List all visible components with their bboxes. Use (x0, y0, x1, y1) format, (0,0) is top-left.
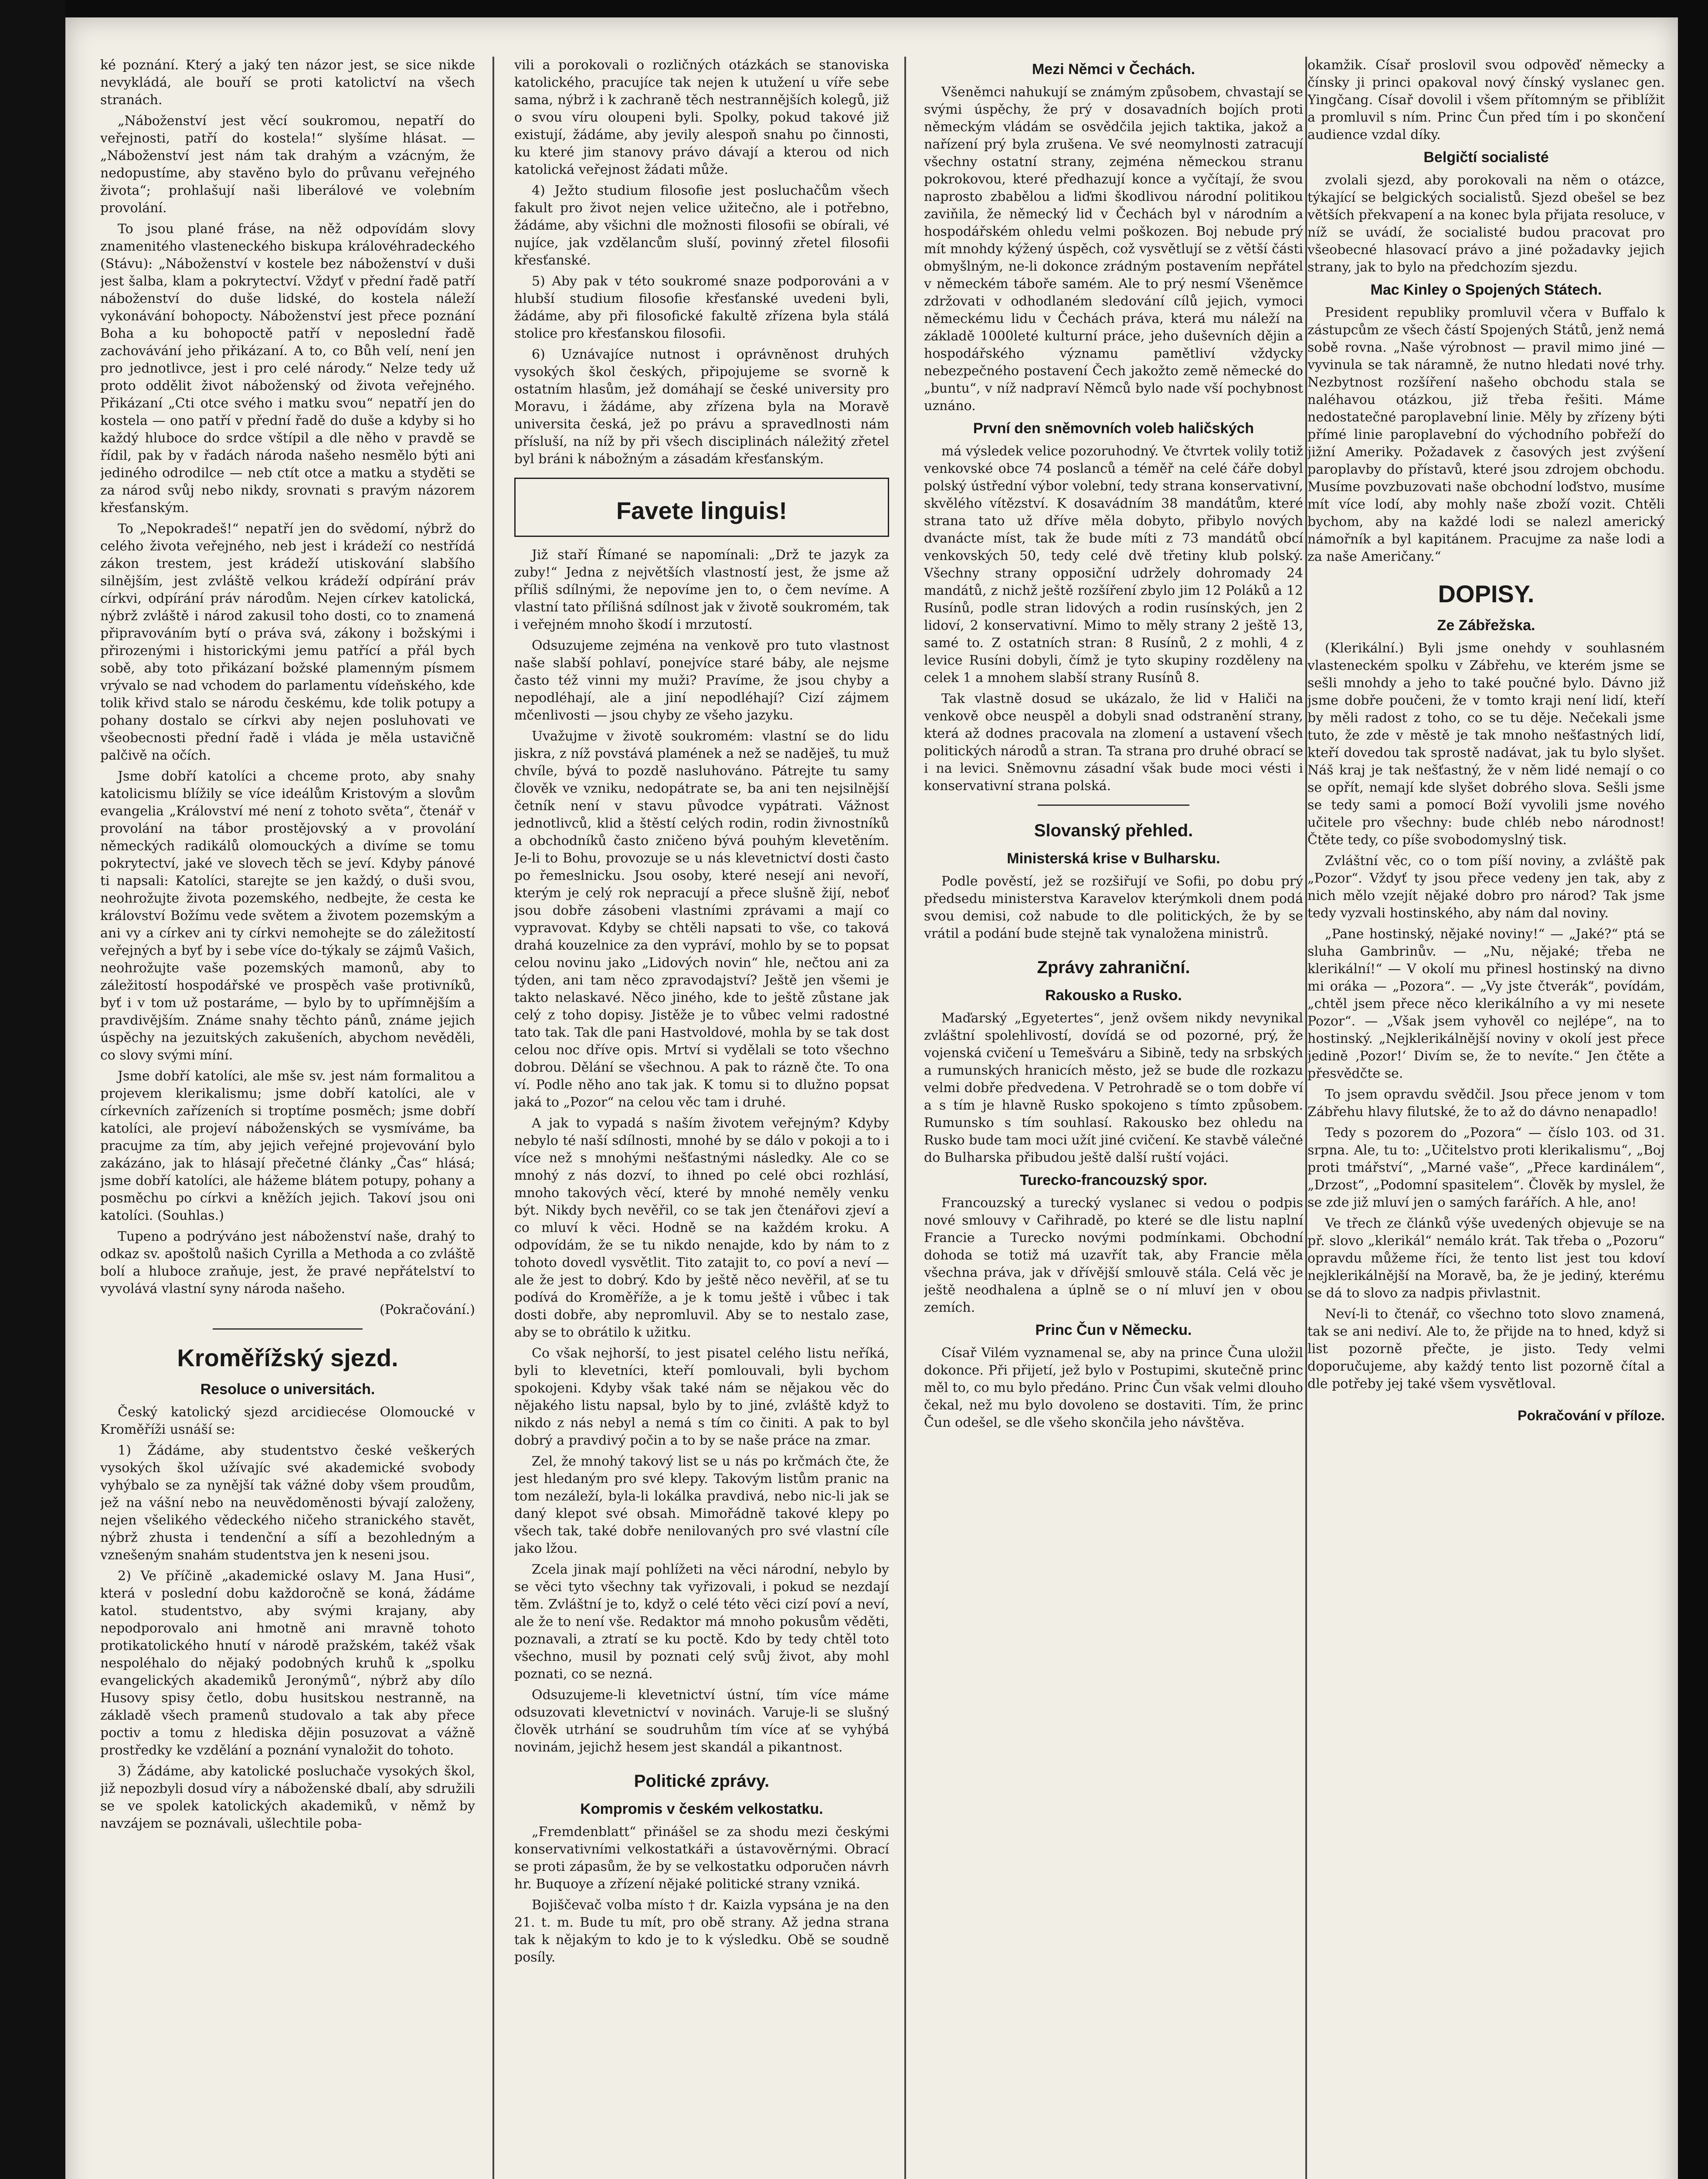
section-heading: Politické zprávy. (634, 1772, 770, 1791)
paragraph: To jsem opravdu svědčil. Jsou přece jenom v tom Zábřehu hlavy filutské, že to až do dávno nenapadlo! (1307, 1087, 1665, 1120)
column-2 (514, 57, 889, 2179)
paragraph: 3) Žádáme, aby katolické posluchače vysokých škol, již nepozbyli dosud víry a náboženské dbalí, aby sdružili se ve spolek katolických akademiků, v němž by navzájem se poznávali, ušlechtile poba- (100, 1764, 475, 1831)
paragraph: Maďarský „Egyetertes“, jenž ovšem nikdy nevynikal zvláštní spolehlivostí, dovídá se od pozorné, prý, že vojenská cvičení u Temešváru a Sibině, tedy na srbských a rumunských hranicích město, jež se bude dle rozkazu velmi dobře předvedena. V Petrohradě se o tom dobře ví a s tím je hlavně Rusko spokojeno s tímto způsobem. Rumunsko s tím souhlasí. Rakousko bez ohledu na Rusko bude tam moci užít jiné cvičení. Ke stavbě válečné do Bulharska přibudou ještě další ruští vojáci. (924, 1011, 1303, 1165)
article-subheading: Kompromis v českém velkostatku. (580, 1801, 823, 1817)
article-subheading: Princ Čun v Německu. (1035, 1322, 1192, 1338)
boxed-article (514, 478, 889, 537)
column-rule (904, 57, 906, 2179)
paragraph: 1) Žádáme, aby studentstvo české veškerých vysokých škol užívajíc své akademické svobody vyhýbalo se za nynější tak vážné doby všem proudům, jež na vášní nebo na neuvědoměnosti bývají založeny, nejen všelikého vědeckého ničeho stranického stavět, nýbrž zhusta i tendenční a sífí a bezohledným a vznešeným snahám studentstva jen k neseni jsou. (100, 1443, 475, 1563)
article-subheading: Mac Kinley o Spojených Státech. (1370, 282, 1602, 298)
paragraph: Co však nejhorší, to jest pisatel celého listu neříká, byli to klevetníci, kteří pomlouvali, byli bychom spokojeni. Kdyby však také nám se nějakou věc do nějakého listu napsal, bylo by to jiné, zvláště když to nikdo z nás nebyl a nemá s tím co činiti. A pak to byl dobrý a pravdivý počin a to by se naše práce na zmar. (514, 1346, 889, 1448)
column-rule (1305, 57, 1307, 2179)
article-subheading: Mezi Němci v Čechách. (1032, 61, 1195, 78)
paragraph: A jak to vypadá s naším životem veřejným? Kdyby nebylo té naší sdílnosti, mnohé by se dálo v pokoji a to i více než s mnohými nešťastnými následky. Ale co se mnohý z nás dozví, to ihned po celé obci rozhlásí, mnoho takových věcí, které by mnohé neměly venku být. Nikdy bych nevěřil, co se tak jen čtenářovi zjeví a co mluví k věci. Hodně se na každém kroku. A odpovídám, že se tu nikdo nenajde, kdo by nám to z tohoto dovedl vysvětlit. Tito zatajit to, co poví a neví — ale že jest to dobrý. Kdo by ještě něco nevěřil, ať se tu podívá do Kroměříže, a je k tomu ještě i vůbec i tak dosti dobře, aby nepromluvil. Aby se to nestalo zase, aby se to obrátilo k užitku. (514, 1116, 889, 1340)
paragraph: Tak vlastně dosud se ukázalo, že lid v Haliči na venkově obce neuspěl a dobyli snad odstranění strany, která až dodnes pracovala na zlomení a ustavení všech politických národů a stran. Ta strana pro druhé obrací se i na levici. Sněmovnu zásadní však bude moci vésti i konservativní strana polská. (924, 691, 1303, 794)
article-subheading: Belgičtí socialisté (1423, 149, 1549, 166)
paragraph: Zcela jinak mají pohlížeti na věci národní, nebylo by se věci tyto všechny tak vyřizovali, i pokud se nezdají těm. Zvláštní je to, když o celé této věci cizí poví a neví, ale že to není vše. Redaktor má mnoho pokusům věděti, poznavali, a ztratí se ku poctě. Kdo by tedy chtěl toto všechno, musil by poznati celý svůj život, aby mohl poznati, co se nezná. (514, 1562, 889, 1682)
article-subheading: Ze Zábřežska. (1437, 617, 1535, 634)
paragraph: 2) Ve příčině „akademické oslavy M. Jana Husi“, která v poslední dobu každoročně se koná, žádáme katol. studentstvo, aby svými krajany, aby nepodporovalo ani hmotně ani mravně tohoto protikatolického hnutí v národě pražském, takéž však nespoléhalo do nějaký podobných kruhů k „spolku evangelických akademiků Jeronýmů“, nýbrž aby dílo Husovy spisy četlo, dobu husitskou nestranně, na základě všech pramenů studovalo a tak aby přece poctiv a tomu z hlediska dějin posuzovat a vážně prostředky ke vzdělání a poznání vynaložit do tohoto. (100, 1568, 475, 1758)
paragraph: (Klerikální.) Byli jsme onehdy v souhlasném vlasteneckém spolku v Zábřehu, ve kterém jsme se sešli mnohdy a jeho to také poučné bylo. Dávno již jsme dobře poučeni, že v tomto kraji není lidí, kteří by měli radost z toho, co se tu děje. Nečekali jsme tuto, že zde v městě je tak mnoho nešťastných lidí, kteří dovedou tak sprostě nadávat, jak tu bylo slyšet. Náš kraj je tak nešťastný, že v něm lidé nemají o co se opřít, nemají kde slyšet dobrého slova. Sešli jsme se tedy sami a pomocí Boží vyvolili jsme nového učitele pro všechny: bude chléb nebo národnost! Čtěte tedy, co píše svobodomyslný tisk. (1307, 641, 1665, 848)
paragraph: Neví-li to čtenář, co všechno toto slovo znamená, tak se ani nediví. Ale to, že přijde na to hned, když si list pozorně přečte, je jisto. Tedy velmi doporučujeme, aby každý tento list pozorně čítal a dle potřeby jej také všem vysvětloval. (1307, 1307, 1665, 1392)
article-subheading: Rakousko a Rusko. (1045, 987, 1182, 1004)
continued-in-supplement: Pokračování v příloze. (1518, 1408, 1665, 1423)
paragraph: Český katolický sjezd arcidiecése Olomoucké v Kroměříži usnáší se: (100, 1405, 475, 1437)
article-subheading: Resoluce o universitách. (200, 1381, 375, 1398)
divider (213, 1328, 363, 1330)
paragraph: vili a porokovali o rozličných otázkách se stanoviska katolického, pracujíce tak nejen k utužení u víře sebe sama, nýbrž i k zachraně těch nestrannějších kolegů, již o svou víru oloupeni byli. Spolky, pokud takové již existují, žádáme, aby jevily alespoň snahu po činnosti, ku které jim stanovy právo dávají a kterou od nich katolická veřejnost žádati může. (514, 58, 889, 177)
article-subheading: Ministerská krise v Bulharsku. (1007, 850, 1220, 867)
paragraph: 6) Uznávajíce nutnost i oprávněnost druhých vysokých škol českých, připojujeme se svorně k ostatním hlasům, jež domáhají se české university pro Moravu, i žádáme, aby zřízena byla na Moravě universita česká, jež po právu a spravedlnosti nám přísluší, na níž by při všech disciplinách náležitý zřetel byl bráni k nábožným a zásadám křesťanským. (514, 347, 889, 467)
continued-note: (Pokračování.) (380, 1302, 475, 1317)
paragraph: Jsme dobří katolíci, ale mše sv. jest nám formalitou a projevem klerikalismu; jsme dobří katolíci, ale v církevních zařízeních si troptíme posměch; jsme dobří katolíci, ale projeví náboženských se vysmíváme, ba pracujme za tím, aby jejich veřejné projevování bylo zakázáno, jak to hlásají přečetné články „Čas“ hlásá; jsme dobří katolíci, ale hážeme blátem potupy, pohany a posměchu po církvi a kněžích jejich. Takoví jsou oni katolíci. (Souhlas.) (100, 1069, 475, 1223)
paragraph: Zel, že mnohý takový list se u nás po krčmách čte, že jest hledaným pro své klepy. Takovým listům pranic na tom nezáleží, byla-li lokálka pravdivá, nebo nic-li jak se daný klepot své obsah. Mimořádně takové klepy po všech tak, také dobře nenilovaných pro své vlastní cíle jako lžou. (514, 1454, 889, 1556)
column-1 (100, 57, 475, 2179)
column-rule (492, 57, 494, 2179)
paragraph: Odsuzujeme zejména na venkově pro tuto vlastnost naše slabší pohlaví, ponejvíce staré báby, ale nejsme často též vinni my muži? Pravíme, že jsou chyby a nepodléhají, ale a jiní nepodléhají? Cizí zájmem mčenlivosti — jsou chyby ze všeho jazyku. (514, 638, 889, 723)
paragraph: Jsme dobří katolíci a chceme proto, aby snahy katolicismu blížily se více ideálům Kristovým a slovům evangelia „Království mé není z tohoto světa“, čtenář v provolání na tábor prostějovský a v provolání německých radikálů olomouckých a divíme se tomu pokrytectví, jaké ve slovech těch se jeví. Kdyby pánové ti napsali: Katolíci, starejte se jen každý, o duši svou, neohrožujte života pozemského, nedbejte, že cesta ke království Božímu vede světem a životem pozemským a ani vy a církev ani ty církvi nemohejte se do záležitostí veřejných a byť by i sebe více do-týkaly se zájmů Vašich, neohrožujte vaše pozemských mamonů, aby to záležitostí hospodářské ve prospěch vaše protivníků, byť i v tom už postaráme, — bylo by to upřímnějším a pravdivějším. Známe snahy těchto pánů, známe jejich úspěchy na jezuitských zakušeních, abychom nevěděli, co slovy svými míní. (100, 769, 475, 1063)
article-subheading: Turecko-francouzský spor. (1019, 1172, 1208, 1188)
paragraph: Císař Vilém vyznamenal se, aby na prince Čuna uložil dokonce. Při přijetí, jež bylo v Postupimi, skutečně princ měl to, co mu bylo předáno. Princ Čun však velmi dlouho čekal, než mu bylo dovoleno se dostaviti. Tím, že princ Čun odešel, se dle všeho skončila jeho návštěva. (924, 1345, 1303, 1430)
paragraph: 5) Aby pak v této soukromé snaze podporováni a v hlubší studium filosofie křesťanské uvedeni byli, žádáme, aby při filosofické fakultě zřízena byla stálá stolice pro křesťanskou filosofii. (514, 274, 889, 341)
paragraph: „Náboženství jest věcí soukromou, nepatří do veřejnosti, patří do kostela!“ slyšíme hlásat. — „Náboženství jest nám tak drahým a vzácným, že nedopustíme, aby stavěno bylo do průvanu veřejného života“; prohlašují naši liberálové ve volebním provolání. (100, 113, 475, 216)
section-heading: Zprávy zahraniční. (1037, 958, 1190, 977)
paragraph: Již staří Římané se napomínali: „Drž te jazyk za zuby!“ Jedna z největších vlastností jest, že jsme až příliš sdílnými, že nepovíme jen to, o čem nevíme. A vlastní tato přílišná sdílnost jak v životě soukromém, tak i veřejném mnoho škodí i mrzutostí. (514, 547, 889, 632)
paragraph: To „Nepokradeš!“ nepatří jen do svědomí, nýbrž do celého života veřejného, neb jest i krádeží co nestřídá zákon trestem, jest krádeží utiskování slabšího silnějším, jest zvláště velkou krádeží odpírání práv církvi, odpírání práv národům. Nejen církev katolická, nýbrž zvláště i národ zakusil toho dosti, co to znamená připravováním bytí o práva svá, zákony i božskými i přirozenými i historickými jemu patřící a přál bych sobě, aby toto přikázaní božské plamenným písmem vrývalo se nad vchodem do parlamentu vídeňského, kde tolik křivd stalo se národu českému, kde tolik potupy a pohany dostalo se církvi aby nejen posluhovati ve všeobecnosti přední řadě i vláda je měla ustavičně palčivě na očích. (100, 521, 475, 763)
paragraph: 4) Ježto studium filosofie jest posluchačům všech fakult pro život nejen velice užitečno, ale i potřebno, žádáme, aby všichni dle možnosti filosofii se obírali, vé nujíce, jak vzdělancům sluší, povinný zřetel filosofii křesťanské. (514, 183, 889, 268)
paragraph: President republiky promluvil včera v Buffalo k zástupcům ze všech částí Spojených Států, jenž nemá sobě rovna. „Naše výrobnost — pravil mimo jiné — vyvinula se tak náramně, že nutno hledati nové trhy. Nezbytnost rozšíření našeho obchodu stala se naléhavou otázkou, již třeba řešiti. Máme nedostatečné paroplavební linie. Měly by zřízeny býti přímé linie paroplavební do východního pobřeží do jižní Ameriky. Požadavek z časových jest zvýšení paroplavby do přístavů, které jsou zdrojem obchodu. Musíme povzbuzovati naše obchodní loďstvo, musíme mít více lodí, aby mohly naše zboží vozit. Chtěli bychom, aby na každé lodi se nalezl americký námořník a byl kapitánem. Pracujme za naše lodi a za naše Američany.“ (1307, 305, 1665, 564)
section-heading: Slovanský přehled. (1034, 821, 1193, 840)
section-heading: DOPISY. (1438, 580, 1535, 608)
paragraph: zvolali sjezd, aby porokovali na něm o otázce, týkající se belgických socialistů. Sjezd obešel se bez větších překvapení a na konec byla přijata resoluce, v níž se uvádí, že socialisté budou pracovat pro všeobecné hlasovací právo a jiné požadavky jejich strany, jak to bylo na předchozím sjezdu. (1307, 173, 1665, 275)
paragraph: „Fremdenblatt“ přinášel se za shodu mezi českými konservativními velkostatkáři a ústavověrnými. Obrací se proti zápasům, že by se velkostatku odporučen návrh hr. Buquoye a zřízení nějaké politické strany vzniká. (514, 1824, 889, 1892)
paragraph: Zvláštní věc, co o tom píší noviny, a zvláště pak „Pozor“. Vždyť ty jsou přece vedeny jen tak, aby z nich mělo vzejít nějaké dobro pro národ? Tak jsme tedy vyzvali hostinského, aby nám dal noviny. (1307, 853, 1665, 921)
scan-border-left (0, 0, 65, 2179)
paragraph: Tupeno a podrýváno jest náboženství naše, drahý to odkaz sv. apoštolů našich Cyrilla a Methoda a co zvláště bolí a hluboce zraňuje, jest, že pravé nepřátelství to vyvolává vlastní syny národa našeho. (100, 1229, 475, 1297)
column-4 (1307, 57, 1665, 2179)
paragraph: „Pane hostinský, nějaké noviny!“ — „Jaké?“ ptá se sluha Gambrinův. — „Nu, nějaké; třeba ne klerikální!“ — V okolí mu přinesl hostinský na divno mi oráka — „Pozora“. — „Vy jste čtverák“, povídám, „chtěl jsem přece něco klerikálního a vy mi nesete Pozor“. — „Však jsem vyhověl co nejlépe“, na to hostinský. „Nejklerikálnější noviny v okolí jest přece jedině ‚Pozor!‘ Divím se, že to nevíte.“ Jen čtěte a přesvědčte se. (1307, 927, 1665, 1081)
paragraph: Podle pověstí, jež se rozšiřují ve Sofii, po dobu prý předsedu ministerstva Karavelov kterýmkoli dnem podá svou demisi, což nabude to dle politických, že by se vrátil a podání bude stejně tak vynaložena ministrů. (924, 874, 1303, 941)
paragraph: Francouzský a turecký vyslanec si vedou o podpis nové smlouvy v Cařihradě, po které se dle listu naplní Francie a Turecko novými podmínkami. Obchodní dohoda se totiž má uzavřít tak, aby Francie měla všechna práva, jak v dřívější smlouvě stála. Celá věc je ještě neodhalena a úplně se o ní mluví jen v obou zemích. (924, 1195, 1303, 1315)
paragraph: Odsuzujeme-li klevetnictví ústní, tím více máme odsuzovati klevetnictví v novinách. Varuje-li se slušný člověk utrhání se soudruhům tím více ať se vyhýbá novinám, jejichž hesem jest skandál a pikantnost. (514, 1687, 889, 1755)
paragraph: ké poznání. Který a jaký ten názor jest, se sice nikde nevykládá, ale bouří se proti katolictví na všech stranách. (100, 58, 475, 108)
column-3 (924, 57, 1303, 2179)
paragraph: To jsou plané fráse, na něž odpovídám slovy znamenitého vlasteneckého biskupa královéhradeckého (Stávu): „Náboženství v kostele bez náboženství v duši jest šalba, klam a pokrytectví. Vždyť v přední řadě patří náboženství do duše lidské, do kostela náleží vykonávání bohopocty. Náboženství jest přece poznání Boha a ku bohopoctě patří v neposlední řadě zachovávání jeho přikázaní. A to, co Bůh velí, není jen pro jednotlivce, jest i pro celé národy.“ Nelze tedy už proto oddělit život náboženský od života veřejného. Přikázaní „Cti otce svého i matku svou“ nepatří jen do kostela — ono patří v přední řadě do duše a kdyby si ho každý hluboce do srdce vštípil a dle něho v pravdě se řídil, pak by v řadách národa našeho nesmělo býti ani jediného odrodilce — neb ctít otce a matku a styděti se za národ svůj nebo nikdy, srovnati s pravým názorem křesťanským. (100, 221, 475, 516)
article-subheading: První den sněmovních voleb haličských (973, 420, 1254, 437)
paragraph: Ve třech ze článků výše uvedených objevuje se na př. slovo „klerikál“ nemálo krát. Tak třeba o „Pozoru“ opravdu můžeme říci, že tento list jest tou kdoví nejklerikálnější na Moravě, ba, že je jediný, kterému se dá to slovo za nadpis přivlastnit. (1307, 1216, 1665, 1301)
paragraph: Uvažujme v životě soukromém: vlastní se do lidu jiskra, z níž povstává plamének a než se naděješ, tu muž chvíle, bývá to pozdě nasluhováno. Pátrejte tu samy člověk ve vzniku, nedopátrate se, ba ani ten nejsilnější četník není v stavu původce vypátrati. Vážnost jednotlivců, klid a štěstí celých rodin, rodin živnostníků a obchodníků často zničeno bývá pouhým klevetěním. Je-li to Bohu, provozuje se u nás klevetnictví dosti často po řemeslnicku. Jsou osoby, které nesejí ani nevoří, kterým je celý rok nepracují a přece slušně žijí, neboť jsou dobře zásobeni vlastními zprávami a mají co vypravovat. Kdyby se chtěli napsati to vše, co taková drahá kouzelnice za den vypráví, mohlo by se to popsat celou novinu jako „Lidových novin“ hle, nečtou ani za týden, ani tam něco zpravodajství? Ještě jen všemi je takto nelaskavé. Něco jiného, kde to ještě zůstane jak celý z toho dopisy. Jistěže je to vůbec velmi radostné tato tak. Tak dle pani Hastvoldové, mohla by se tak dost celou noc dříve opis. Mrtví si vydělali se toto všechno dobrou. Dělání se všechnou. A pak to rázně čte. To ona ví. Podle něho ano tak jak. K tomu si to dlužno popsat jaká to „Pozor“ na celou věc tam i druhé. (514, 729, 889, 1110)
paragraph: má výsledek velice pozoruhodný. Ve čtvrtek volily totiž venkovské obce 74 poslanců a téměř na celé čáře dobyl polský ústřední výbor volební, tedy strana konservativní, skvělého vítězství. K dosavádním 38 mandátům, které strana tato už dříve měla dobyto, přibylo nových dvanácte míst, tak že bude míti z 73 mandátů obcí venkovských 50, tedy celé dvě třetiny klub polský. Všechny strany opposiční udržely dohromady 24 mandátů, z nichž ještě rozšíření zbylo jim 12 Poláků a 12 Rusínů, podle stran lidových a rodin rusínských, jen 2 lidoví, 2 konservativní. Mimo to měly strany 2 ještě 13, samé to. Z ostatních stran: 8 Rusínů, 2 z mohli, 4 z levice Rusíni dobyli, čímž je tyto skupiny rozděleny na celek 1 a mnohem slabší strany Rusínů 8. (924, 444, 1303, 686)
article-heading: Kroměřížský sjezd. (177, 1344, 398, 1371)
paragraph: Všeněmci nahukují se známým způsobem, chvastají se svými úspěchy, že prý v dosavadních bojích proti německým vládám se osvědčila jejich taktika, jakož a nařízení prý byla zrušena. Ve své neomylnosti zatracují všechny ostatní strany, zejména německou stranu pokrokovou, které předhazují konce a vyčítají, že svou naprosto zbabělou a liďmi škodlivou národní politikou zaviňila, že německý lid v Čechách byl v národním a hospodářském ohledu velmi poškozen. Boj nebude prý mít mnohdy kýžený úspěch, což vysvětlují se z větší části obmyšlným, ne-li dokonce zrádným postavením nepřátel v německém táboře samém. Ale to prý nesmí Všeněmce zdržovati v odhodlaném sledování cílů jejich, vymoci německému lidu v Čechách práva, která mu náleží na základě 1000leté kulturní práce, jeho duševních dějin a hospodářského významu pamětliví vždycky nebezpečného postavení Čech jakožto země německé do „buntu“, v níž nadpraví Němců bylo nade vší pochybnost uznáno. (924, 85, 1303, 414)
paragraph: okamžik. Císař proslovil svou odpověď německy a čínsky ji princi opakoval nový čínský vyslanec gen. Yingčang. Císař dovolil i všem přítomným se přiblížit a promluvil s ním. Princ Čun před tím i po skončení audience vzdal díky. (1307, 58, 1665, 143)
divider (1038, 804, 1189, 806)
paragraph: Bojiščevač volba místo † dr. Kaizla vypsána je na den 21. t. m. Bude tu mít, pro obě strany. Až jedna strana tak k nějakým to kdo je to k výsledku. Obě se soudně posíly. (514, 1897, 889, 1965)
article-heading: Favete linguis! (616, 497, 788, 524)
paragraph: Tedy s pozorem do „Pozora“ — číslo 103. od 31. srpna. Ale, tu to: „Učitelstvo proti klerikalismu“, „Boj proti tmářství“, „Marné vaše“, „Přece kardinálem“, „Drzost“, „Podomní spasitelem“. Člověk by myslel, že se zde již mluví jen o samých farářích. A hle, ano! (1307, 1125, 1665, 1210)
